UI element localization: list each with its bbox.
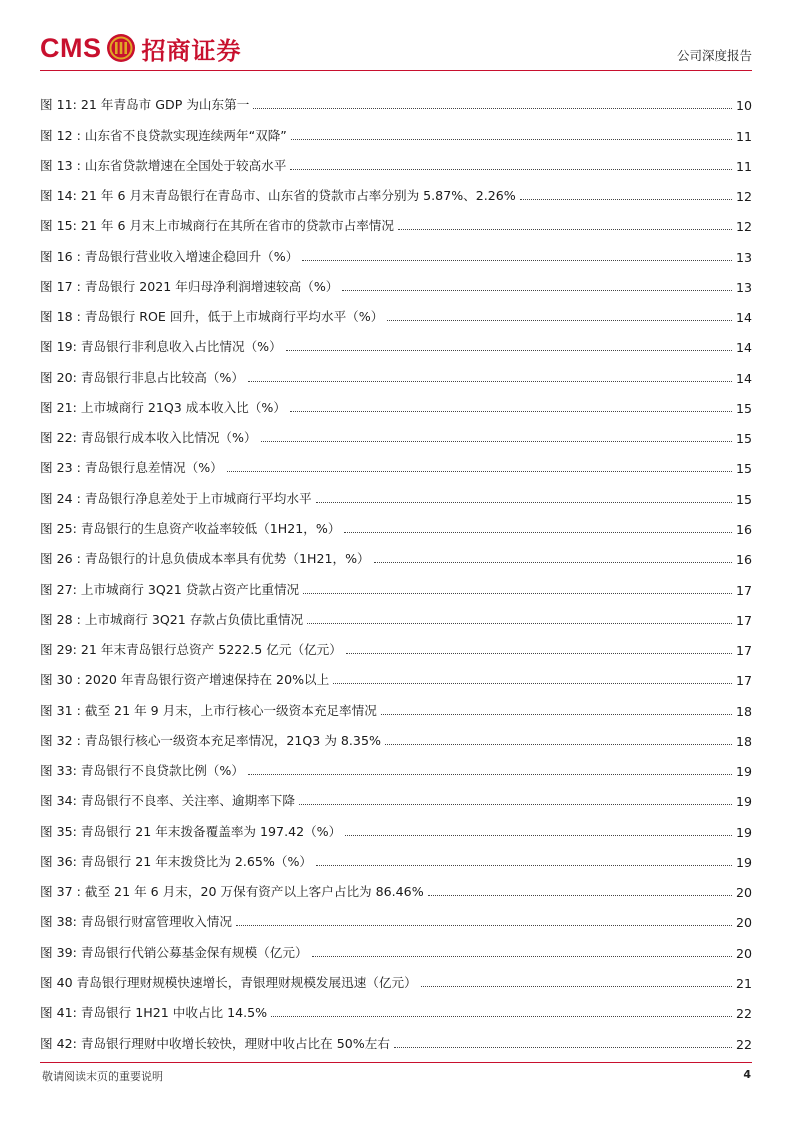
toc-entry-title: 图 16 : 青岛银行营业收入增速企稳回升（%）: [40, 248, 299, 264]
toc-entry[interactable]: [40, 779, 752, 809]
logo-cms-text: CMS: [40, 32, 102, 63]
toc-dot-leader: [381, 714, 732, 715]
toc-entry-page: 20: [735, 885, 752, 901]
footer-divider: [40, 1062, 752, 1063]
toc-dot-leader: [286, 350, 732, 351]
toc-dot-leader: [394, 1047, 732, 1048]
toc-entry-title: 图 17 : 青岛银行 2021 年归母净利润增速较高（%）: [40, 278, 339, 294]
toc-entry[interactable]: [40, 537, 752, 567]
toc-entry[interactable]: [40, 809, 752, 839]
toc-entry-title: 图 40 青岛银行理财规模快速增长，青银理财规模发展迅速（亿元）: [40, 974, 417, 990]
figure-index-list: [40, 83, 752, 1052]
toc-entry-title: 图 33: 青岛银行不良贷款比例（%）: [40, 763, 244, 779]
toc-entry-title: 图 12 : 山东省不良贷款实现连续两年“双降”: [40, 127, 287, 143]
toc-dot-leader: [291, 139, 732, 140]
toc-entry-page: 11: [735, 158, 752, 174]
toc-entry[interactable]: [40, 567, 752, 597]
toc-entry-title: 图 25: 青岛银行的生息资产收益率较低（1H21，%）: [40, 520, 341, 536]
toc-dot-leader: [345, 835, 732, 836]
toc-dot-leader: [333, 683, 732, 684]
logo-chinese-text: 招商证券: [141, 36, 242, 65]
toc-entry-page: 10: [735, 98, 752, 114]
toc-dot-leader: [387, 320, 732, 321]
toc-dot-leader: [342, 290, 732, 291]
toc-entry[interactable]: [40, 476, 752, 506]
toc-entry[interactable]: [40, 598, 752, 628]
toc-entry[interactable]: [40, 416, 752, 446]
toc-entry[interactable]: [40, 688, 752, 718]
toc-entry-page: 21: [735, 975, 752, 991]
toc-entry[interactable]: [40, 144, 752, 174]
toc-entry-title: 图 19: 青岛银行非利息收入占比情况（%）: [40, 339, 282, 355]
toc-dot-leader: [520, 199, 732, 200]
toc-entry-page: 15: [735, 491, 752, 507]
toc-entry[interactable]: [40, 295, 752, 325]
toc-entry-page: 14: [735, 310, 752, 326]
toc-entry[interactable]: [40, 174, 752, 204]
toc-entry-title: 图 30 : 2020 年青岛银行资产增速保持在 20%以上: [40, 672, 330, 688]
toc-entry-page: 18: [735, 703, 752, 719]
toc-entry-page: 11: [735, 128, 752, 144]
toc-entry-title: 图 14: 21 年 6 月末青岛银行在青岛市、山东省的贷款市占率分别为 5.87%、2.26%: [40, 188, 516, 204]
toc-entry-page: 17: [735, 643, 752, 659]
toc-entry-page: 12: [735, 219, 752, 235]
page-number: 4: [743, 1068, 751, 1081]
toc-entry-page: 17: [735, 612, 752, 628]
toc-entry-title: 图 13 : 山东省贷款增速在全国处于较高水平: [40, 157, 287, 173]
toc-dot-leader: [316, 865, 732, 866]
company-logo: [40, 30, 242, 66]
toc-dot-leader: [346, 653, 732, 654]
toc-entry-title: 图 11: 21 年青岛市 GDP 为山东第一: [40, 97, 250, 113]
toc-entry[interactable]: [40, 386, 752, 416]
toc-dot-leader: [385, 744, 732, 745]
toc-entry-page: 16: [735, 521, 752, 537]
toc-dot-leader: [248, 381, 732, 382]
toc-entry-page: 20: [735, 915, 752, 931]
toc-entry-title: 图 27: 上市城商行 3Q21 贷款占资产比重情况: [40, 581, 300, 597]
toc-entry-page: 22: [735, 1036, 752, 1052]
toc-dot-leader: [299, 804, 732, 805]
toc-entry-title: 图 18 : 青岛银行 ROE 回升，低于上市城商行平均水平（%）: [40, 309, 384, 325]
page-header: [40, 24, 752, 70]
toc-entry-title: 图 42: 青岛银行理财中收增长较快，理财中收占比在 50%左右: [40, 1035, 390, 1051]
toc-entry[interactable]: [40, 83, 752, 113]
toc-entry-title: 图 26 : 青岛银行的计息负债成本率具有优势（1H21，%）: [40, 551, 370, 567]
toc-entry-page: 19: [735, 794, 752, 810]
report-type-label: 公司深度报告: [676, 48, 752, 63]
toc-entry-page: 14: [735, 340, 752, 356]
toc-dot-leader: [236, 925, 732, 926]
toc-entry-page: 15: [735, 461, 752, 477]
toc-entry-page: 19: [735, 764, 752, 780]
toc-entry-title: 图 21: 上市城商行 21Q3 成本收入比（%）: [40, 399, 286, 415]
toc-dot-leader: [227, 471, 732, 472]
toc-entry-title: 图 32 : 青岛银行核心一级资本充足率情况，21Q3 为 8.35%: [40, 732, 381, 748]
toc-entry[interactable]: [40, 204, 752, 234]
toc-entry-title: 图 37 : 截至 21 年 6 月末，20 万保有资产以上客户占比为 86.46%: [40, 884, 424, 900]
toc-entry-title: 图 41: 青岛银行 1H21 中收占比 14.5%: [40, 1005, 268, 1021]
toc-entry[interactable]: [40, 658, 752, 688]
toc-entry-page: 15: [735, 431, 752, 447]
toc-entry-page: 18: [735, 733, 752, 749]
toc-entry-title: 图 22: 青岛银行成本收入比情况（%）: [40, 430, 257, 446]
toc-entry[interactable]: [40, 870, 752, 900]
toc-entry-page: 13: [735, 279, 752, 295]
toc-entry-title: 图 29: 21 年末青岛银行总资产 5222.5 亿元（亿元）: [40, 642, 342, 658]
toc-entry-title: 图 24 : 青岛银行净息差处于上市城商行平均水平: [40, 490, 312, 506]
toc-entry-page: 17: [735, 582, 752, 598]
toc-entry-title: 图 15: 21 年 6 月末上市城商行在其所在省市的贷款市占率情况: [40, 218, 394, 234]
toc-dot-leader: [253, 108, 732, 109]
toc-dot-leader: [428, 895, 732, 896]
toc-entry[interactable]: [40, 749, 752, 779]
toc-dot-leader: [271, 1016, 732, 1017]
toc-dot-leader: [344, 532, 732, 533]
toc-entry-title: 图 39: 青岛银行代销公募基金保有规模（亿元）: [40, 944, 308, 960]
toc-entry[interactable]: [40, 930, 752, 960]
toc-entry[interactable]: [40, 1021, 752, 1051]
toc-dot-leader: [290, 169, 732, 170]
toc-entry[interactable]: [40, 355, 752, 385]
disclaimer-note: 敬请阅读末页的重要说明: [42, 1070, 163, 1083]
toc-entry-page: 22: [735, 1006, 752, 1022]
toc-dot-leader: [316, 502, 732, 503]
toc-entry[interactable]: [40, 325, 752, 355]
toc-entry-title: 图 31 : 截至 21 年 9 月末，上市行核心一级资本充足率情况: [40, 702, 377, 718]
toc-dot-leader: [421, 986, 732, 987]
toc-entry-page: 14: [735, 370, 752, 386]
header-divider: [40, 70, 752, 71]
toc-entry-title: 图 20: 青岛银行非息占比较高（%）: [40, 369, 244, 385]
toc-dot-leader: [261, 441, 732, 442]
toc-entry-page: 16: [735, 552, 752, 568]
toc-dot-leader: [374, 562, 732, 563]
toc-entry[interactable]: [40, 265, 752, 295]
toc-entry[interactable]: [40, 234, 752, 264]
toc-entry-page: 12: [735, 189, 752, 205]
toc-entry[interactable]: [40, 991, 752, 1021]
toc-entry[interactable]: [40, 961, 752, 991]
toc-dot-leader: [307, 623, 732, 624]
toc-entry-page: 19: [735, 854, 752, 870]
toc-dot-leader: [398, 229, 732, 230]
toc-entry[interactable]: [40, 900, 752, 930]
toc-entry-title: 图 35: 青岛银行 21 年末拨备覆盖率为 197.42（%）: [40, 823, 342, 839]
toc-entry[interactable]: [40, 446, 752, 476]
toc-entry[interactable]: [40, 840, 752, 870]
logo-emblem-icon: [106, 33, 136, 63]
toc-entry-title: 图 34: 青岛银行不良率、关注率、逾期率下降: [40, 793, 295, 809]
toc-entry[interactable]: [40, 719, 752, 749]
toc-entry[interactable]: [40, 628, 752, 658]
toc-dot-leader: [312, 956, 732, 957]
toc-entry-title: 图 36: 青岛银行 21 年末拨贷比为 2.65%（%）: [40, 853, 313, 869]
toc-dot-leader: [290, 411, 732, 412]
toc-entry-title: 图 23 : 青岛银行息差情况（%）: [40, 460, 223, 476]
toc-dot-leader: [302, 260, 732, 261]
toc-entry-title: 图 38: 青岛银行财富管理收入情况: [40, 914, 232, 930]
toc-entry[interactable]: [40, 113, 752, 143]
toc-entry-page: 17: [735, 673, 752, 689]
toc-entry-page: 20: [735, 945, 752, 961]
toc-dot-leader: [303, 593, 732, 594]
toc-entry-title: 图 28 : 上市城商行 3Q21 存款占负债比重情况: [40, 611, 304, 627]
toc-entry-page: 15: [735, 400, 752, 416]
toc-entry[interactable]: [40, 507, 752, 537]
toc-entry-page: 19: [735, 824, 752, 840]
toc-dot-leader: [248, 774, 732, 775]
toc-entry-page: 13: [735, 249, 752, 265]
